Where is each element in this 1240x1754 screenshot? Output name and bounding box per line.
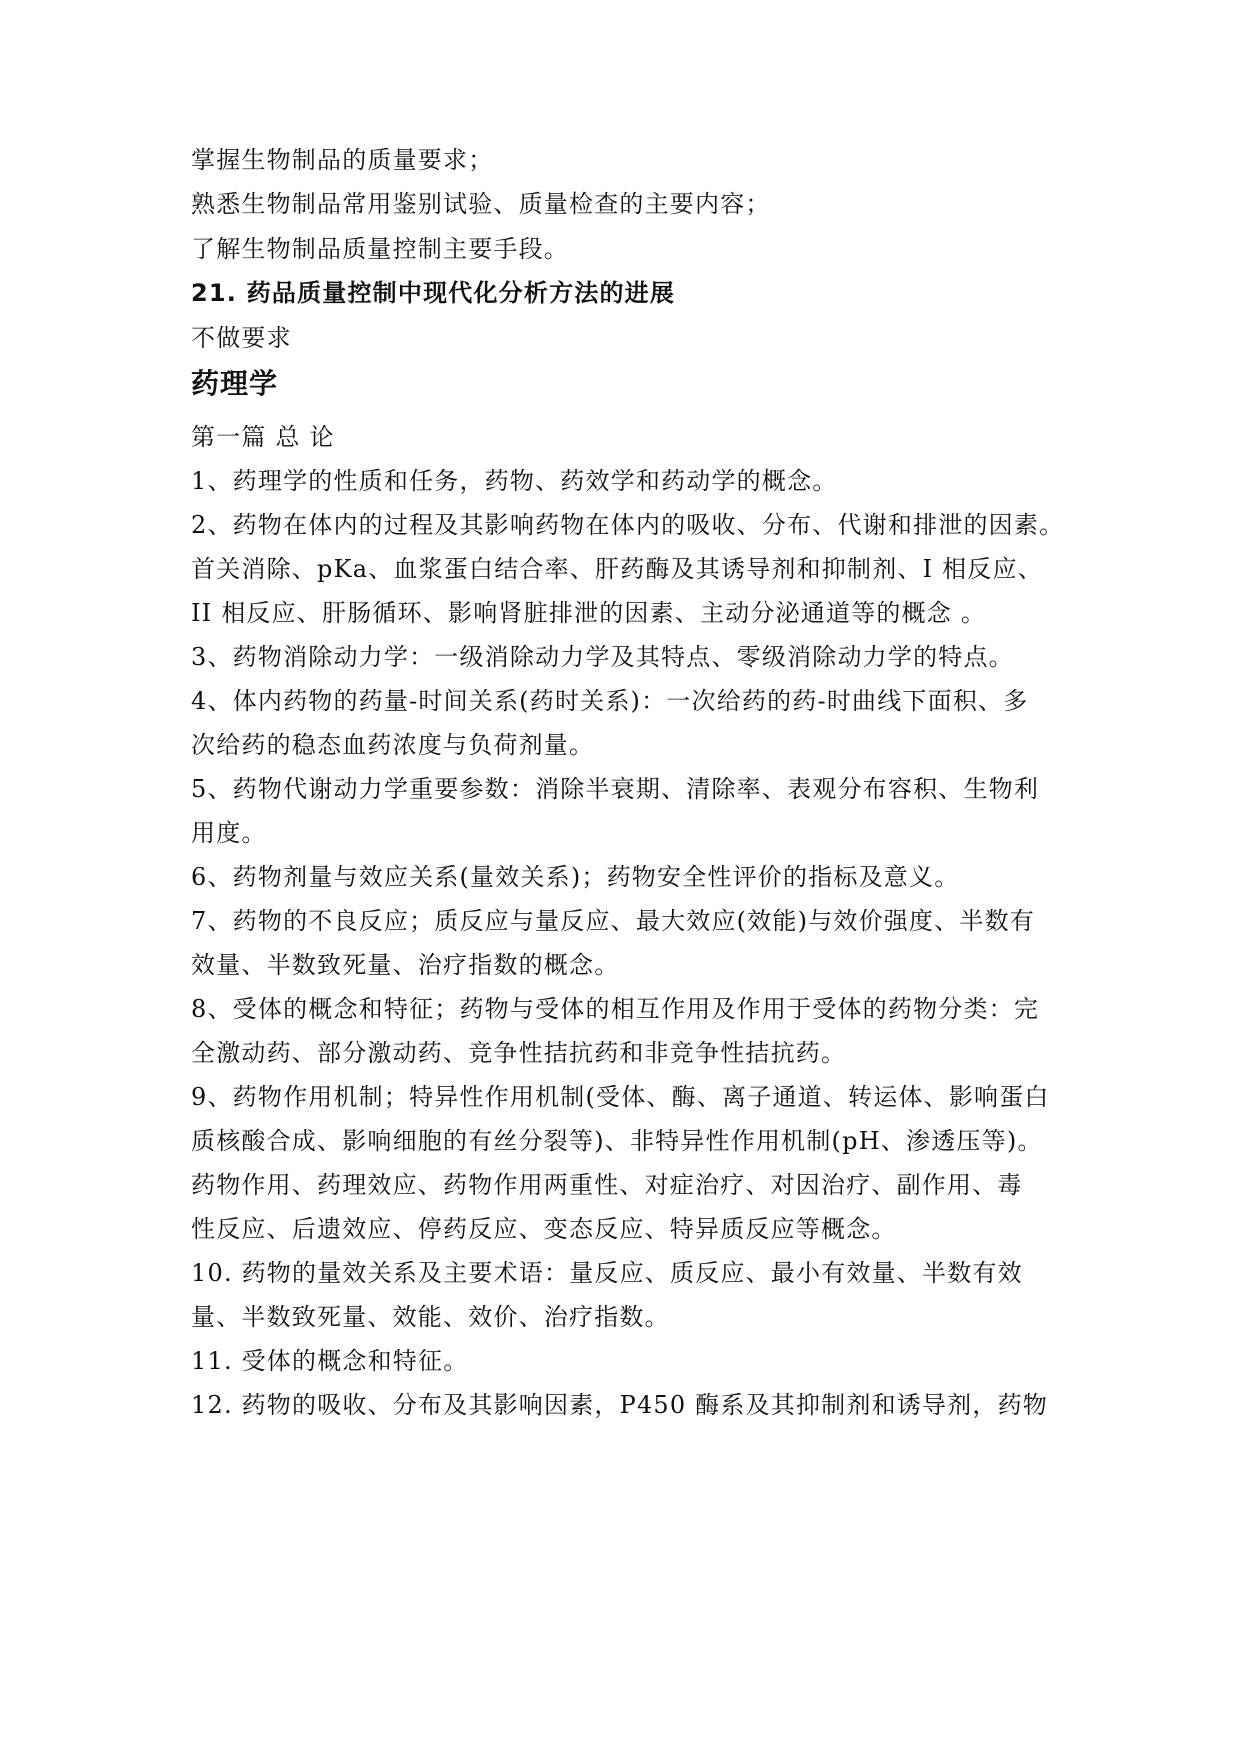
intro-line: 了解生物制品质量控制主要手段。: [191, 235, 569, 263]
text-line: II 相反应、肝肠循环、影响肾脏排泄的因素、主动分泌通道等的概念 。: [191, 599, 987, 627]
text-line: 质核酸合成、影响细胞的有丝分裂等)、非特异性作用机制(pH、渗透压等)。: [191, 1127, 1043, 1155]
text-line: 次给药的稳态血药浓度与负荷剂量。: [191, 731, 595, 759]
intro-line: 掌握生物制品的质量要求；: [191, 146, 494, 174]
text-line: 4、体内药物的药量-时间关系(药时关系)：一次给药的药-时曲线下面积、多: [191, 687, 1029, 715]
part-heading: 第一篇 总 论: [191, 423, 335, 451]
text-line: 药物作用、药理效应、药物作用两重性、对症治疗、对因治疗、副作用、毒: [191, 1171, 1023, 1199]
text-line: 效量、半数致死量、治疗指数的概念。: [191, 951, 620, 979]
text-line: 7、药物的不良反应；质反应与量反应、最大效应(效能)与效价强度、半数有: [191, 907, 1035, 935]
text-line: 性反应、后遗效应、停药反应、变态反应、特异质反应等概念。: [191, 1215, 897, 1243]
text-line: 12. 药物的吸收、分布及其影响因素，P450 酶系及其抑制剂和诱导剂，药物: [191, 1391, 1048, 1419]
intro-line: 熟悉生物制品常用鉴别试验、质量检查的主要内容；: [191, 190, 771, 218]
pharmacology-title: 药理学: [191, 367, 279, 400]
text-line: 用度。: [191, 819, 267, 847]
text-line: 6、药物剂量与效应关系(量效关系)；药物安全性评价的指标及意义。: [191, 863, 960, 891]
text-line: 5、药物代谢动力学重要参数：消除半衰期、清除率、表观分布容积、生物利: [191, 775, 1040, 803]
text-line: 1、药理学的性质和任务，药物、药效学和药动学的概念。: [191, 467, 838, 495]
text-line: 8、受体的概念和特征；药物与受体的相互作用及作用于受体的药物分类：完: [191, 995, 1040, 1023]
section-21-body: 不做要求: [191, 324, 292, 352]
text-line: 3、药物消除动力学：一级消除动力学及其特点、零级消除动力学的特点。: [191, 643, 1014, 671]
text-line: 首关消除、pKa、血浆蛋白结合率、肝药酶及其诱导剂和抑制剂、I 相反应、: [191, 555, 1043, 583]
text-line: 10. 药物的量效关系及主要术语：量反应、质反应、最小有效量、半数有效: [191, 1259, 1023, 1287]
text-line: 9、药物作用机制；特异性作用机制(受体、酶、离子通道、转运体、影响蛋白: [191, 1083, 1050, 1111]
text-line: 11. 受体的概念和特征。: [191, 1347, 469, 1375]
section-21-heading: 21. 药品质量控制中现代化分析方法的进展: [191, 279, 676, 307]
text-line: 2、药物在体内的过程及其影响药物在体内的吸收、分布、代谢和排泄的因素。: [191, 511, 1065, 539]
text-line: 量、半数致死量、效能、效价、治疗指数。: [191, 1303, 670, 1331]
text-line: 全激动药、部分激动药、竞争性拮抗药和非竞争性拮抗药。: [191, 1039, 847, 1067]
